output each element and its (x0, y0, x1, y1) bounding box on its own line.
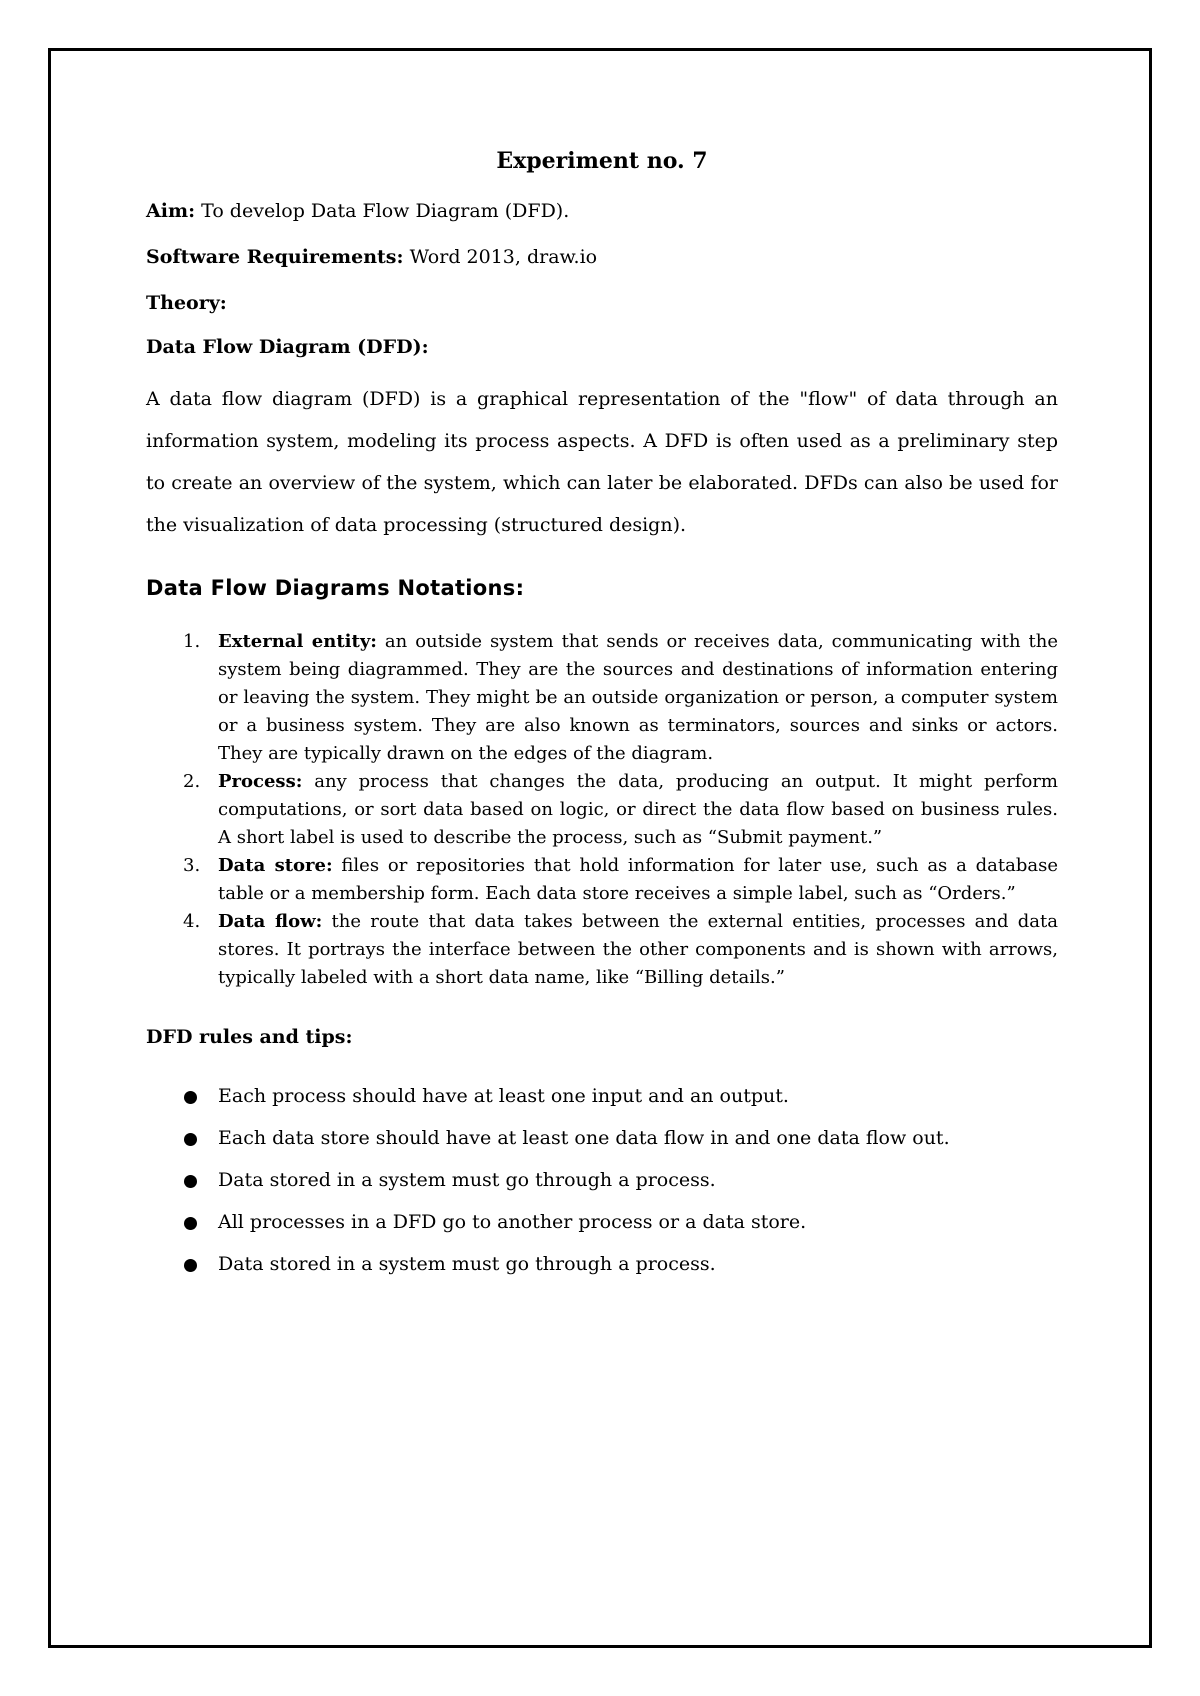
aim-text: To develop Data Flow Diagram (DFD). (201, 200, 570, 222)
notation-text: an outside system that sends or receives data, communicating with the system being diagrammed. They are the sources and destinations of information entering or leaving the system. They might be an outside organization or person, a computer system or a business system. They are also known as terminators, sources and sinks or actors. They are typically drawn on the edges of the diagram. (218, 631, 1058, 764)
notation-number: 1. (183, 631, 201, 652)
notation-number: 4. (183, 911, 201, 932)
bullet-icon (184, 1259, 197, 1272)
rule-text: Data stored in a system must go through a process. (218, 1253, 716, 1275)
rule-item (146, 1252, 1058, 1276)
software-line (146, 246, 1058, 268)
bullet-icon (184, 1133, 197, 1146)
notation-number: 2. (183, 771, 201, 792)
notation-text: files or repositories that hold information for later use, such as a database table or a membership form. Each data store receives a simple label, such as “Orders.” (218, 855, 1058, 904)
notation-term: External entity: (218, 631, 377, 652)
rule-item (146, 1168, 1058, 1192)
notation-list (146, 628, 1058, 992)
dfd-paragraph: A data flow diagram (DFD) is a graphical representation of the "flow" of data through an information system, modeling its process aspects. A DFD is often used as a preliminary step to create an overview of the system, which can later be elaborated. DFDs can also be used for the visualization of data processing (structured design). (146, 388, 1058, 536)
notation-item-data-store (146, 852, 1058, 908)
notation-text: any process that changes the data, producing an output. It might perform computations, or sort data based on logic, or direct the data flow based on business rules. A short label is used to describe the process, such as “Submit payment.” (218, 771, 1058, 848)
document-body (146, 148, 1058, 1294)
rule-text: Data stored in a system must go through a process. (218, 1169, 716, 1191)
rules-list (146, 1084, 1058, 1276)
software-text: Word 2013, draw.io (409, 246, 598, 268)
rules-heading: DFD rules and tips: (146, 1026, 353, 1048)
rule-item (146, 1126, 1058, 1150)
notation-term: Data flow: (218, 911, 323, 932)
notation-text: the route that data takes between the external entities, processes and data stores. It portrays the interface between the other components and is shown with arrows, typically labeled with a short data name, like “Billing details.” (218, 911, 1059, 988)
notation-number: 3. (183, 855, 201, 876)
notation-term: Data store: (218, 855, 333, 876)
aim-line (146, 200, 1058, 222)
bullet-icon (184, 1217, 197, 1230)
notation-item-process (146, 768, 1058, 852)
bullet-icon (184, 1091, 197, 1104)
aim-label: Aim: (146, 200, 196, 222)
theory-heading: Theory: (146, 292, 227, 314)
dfd-heading: Data Flow Diagram (DFD): (146, 336, 429, 358)
notation-item-external-entity (146, 628, 1058, 768)
rule-item (146, 1210, 1058, 1234)
notation-term: Process: (218, 771, 303, 792)
rule-text: All processes in a DFD go to another process or a data store. (218, 1211, 807, 1233)
page-title: Experiment no. 7 (496, 148, 708, 174)
rule-text: Each process should have at least one input and an output. (218, 1085, 789, 1107)
notation-item-data-flow (146, 908, 1058, 992)
notations-heading: Data Flow Diagrams Notations: (146, 576, 525, 600)
rule-item (146, 1084, 1058, 1108)
software-label: Software Requirements: (146, 246, 404, 268)
bullet-icon (184, 1175, 197, 1188)
rule-text: Each data store should have at least one data flow in and one data flow out. (218, 1127, 950, 1149)
